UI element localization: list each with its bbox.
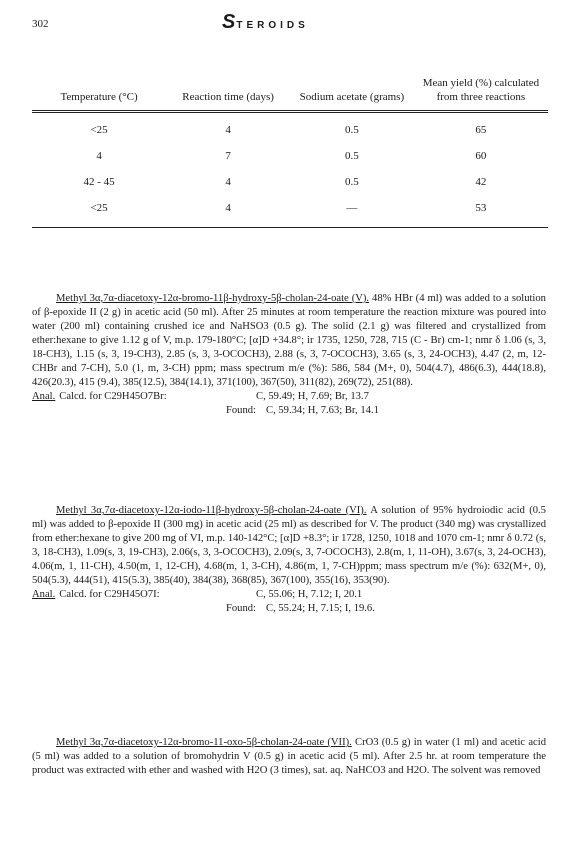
- section-v-body: 48% HBr (4 ml) was added to a solution of β-epoxide II (2 g) in acetic acid (50 ml). After 25 minutes at room temperature the reaction mixture was poured into water (200 ml) containing crushed ice and NaHSO3 (0.5 g). The solid (2.1 g) was filtered and crystallized from ether:hexane to give 1.12 g of V, m.p. 179-180°C; [α]D +34.8°; ir 1735, 1250, 728, 715 (C - Br) cm-1; nmr δ 1.06 (s, 3, 18-CH3), 1.15 (s, 3, 19-CH3), 2.85 (s, 3, 3-OCOCH3), 2.88 (s, 3, 7-OCOCH3), 3.65 (s, 3, 24-OCH3), 4.47 (2, m, 12-CHBr and 7-CH), 5.0 (1, m, 3-CH) ppm; mass spectrum m/e (%): 586, 584 (M+, 0), 504(4.7), 486(6.3), 444(18.8), 426(20.3), 415 (9.4), 385(12.5), 384(14.1), 371(100), 367(50), 311(82), 269(72), 251(88).: [32, 293, 546, 388]
- section-v-calcd-label: Calcd. for C29H45O7Br:: [59, 391, 167, 402]
- table-header-row: [32, 76, 548, 112]
- section-v-found-label: Found:: [225, 405, 256, 416]
- table-cell: 53: [475, 202, 487, 214]
- table-cell: 4: [225, 202, 231, 214]
- column-header-temperature: Temperature (°C): [60, 91, 138, 103]
- table-cell: 4: [225, 176, 231, 188]
- journal-logo: [222, 11, 309, 34]
- section-v-found-values: C, 59.34; H, 7.63; Br, 14.1: [266, 405, 379, 416]
- section-v-paragraph: [32, 292, 546, 390]
- column-header-sodium-acetate: Sodium acetate (grams): [299, 91, 405, 103]
- column-header-mean-yield: Mean yield (%) calculated from three reactions: [422, 77, 540, 103]
- section-vi-calcd-label: Calcd. for C29H45O7I:: [59, 589, 160, 600]
- table-row: [32, 195, 548, 228]
- section-v-analysis: [32, 390, 546, 418]
- column-header-reaction-time: Reaction time (days): [182, 91, 274, 103]
- section-vi-paragraph: [32, 504, 546, 588]
- table-cell: 42 - 45: [83, 176, 115, 188]
- table-row: [32, 113, 548, 143]
- table-cell: 0.5: [345, 176, 359, 188]
- table-row: [32, 169, 548, 195]
- section-v-anal-label: Anal.: [32, 391, 56, 402]
- section-compound-vi: [32, 504, 546, 616]
- table-cell: —: [346, 202, 358, 214]
- section-v-title: Methyl 3α,7α-diacetoxy-12α-bromo-11β-hydroxy-5β-cholan-24-oate (V).: [56, 293, 370, 304]
- table-cell: 42: [475, 176, 487, 188]
- section-vii-paragraph: [32, 736, 546, 778]
- journal-logo-initial: S: [222, 11, 237, 33]
- reaction-conditions-table: [32, 76, 548, 228]
- table-cell: 4: [96, 150, 102, 162]
- section-vii-body: CrO3 (0.5 g) in water (1 ml) and acetic acid (5 ml) was added to a solution of bromohydrin V (0.5 g) in acetic acid (5 ml). After 2.5 hr. at room temperature the product was extracted with ether and washed with H2O (3 times), sat. aq. NaHCO3 and H2O. The solvent was removed: [32, 737, 546, 776]
- section-vi-calcd-values: C, 55.06; H, 7.12; I, 20.1: [256, 589, 363, 600]
- table-cell: 0.5: [345, 150, 359, 162]
- table-cell: 65: [475, 124, 487, 136]
- section-vi-body: A solution of 95% hydroiodic acid (0.5 ml) was added to β-epoxide II (300 mg) in acetic acid (25 ml) as described for V. The product (340 mg) was crystallized from ether:hexane to give 200 mg of VI, m.p. 140-142°C; [α]D +8.3°; ir 1728, 1250, 1018 and 1070 cm-1; nmr δ 0.72 (s, 3, 18-CH3), 1.09(s, 3, 19-CH3), 2.06(s, 3, 3-OCOCH3), 2.09(s, 3, 7-OCOCH3), 2.8(m, 1, 11-OH), 3.67(s, 3, 24-OCH3), 4.06(m, 1, 11-CH), 4.50(m, 1, 12-CH), 4.68(m, 1, 3-CH), 4.86(m, 1, 7-CH)ppm; mass spectrum m/e (%): 632(M+, 0), 504(5.3), 444(51), 415(5.3), 385(40), 384(38), 368(85), 367(100), 355(16), 353(90).: [32, 505, 546, 586]
- table-cell: 7: [225, 150, 231, 162]
- section-compound-v: [32, 292, 546, 418]
- table-row: [32, 143, 548, 169]
- table-cell: <25: [90, 202, 108, 214]
- section-vi-analysis: [32, 588, 546, 616]
- section-vi-anal-label: Anal.: [32, 589, 56, 600]
- journal-logo-rest: TEROIDS: [236, 20, 309, 31]
- section-vi-found-values: C, 55.24; H, 7.15; I, 19.6.: [266, 603, 375, 614]
- section-v-calcd-values: C, 59.49; H, 7.69; Br, 13.7: [256, 391, 369, 402]
- table-cell: <25: [90, 124, 108, 136]
- section-vi-title: Methyl 3α,7α-diacetoxy-12α-iodo-11β-hydroxy-5β-cholan-24-oate (VI).: [56, 505, 367, 516]
- page-number: 302: [32, 18, 49, 30]
- table-cell: 4: [225, 124, 231, 136]
- table-cell: 0.5: [345, 124, 359, 136]
- table-cell: 60: [475, 150, 487, 162]
- section-vii-title: Methyl 3α,7α-diacetoxy-12α-bromo-11-oxo-5β-cholan-24-oate (VII).: [56, 737, 352, 748]
- section-vi-found-label: Found:: [225, 603, 256, 614]
- section-compound-vii: [32, 736, 546, 778]
